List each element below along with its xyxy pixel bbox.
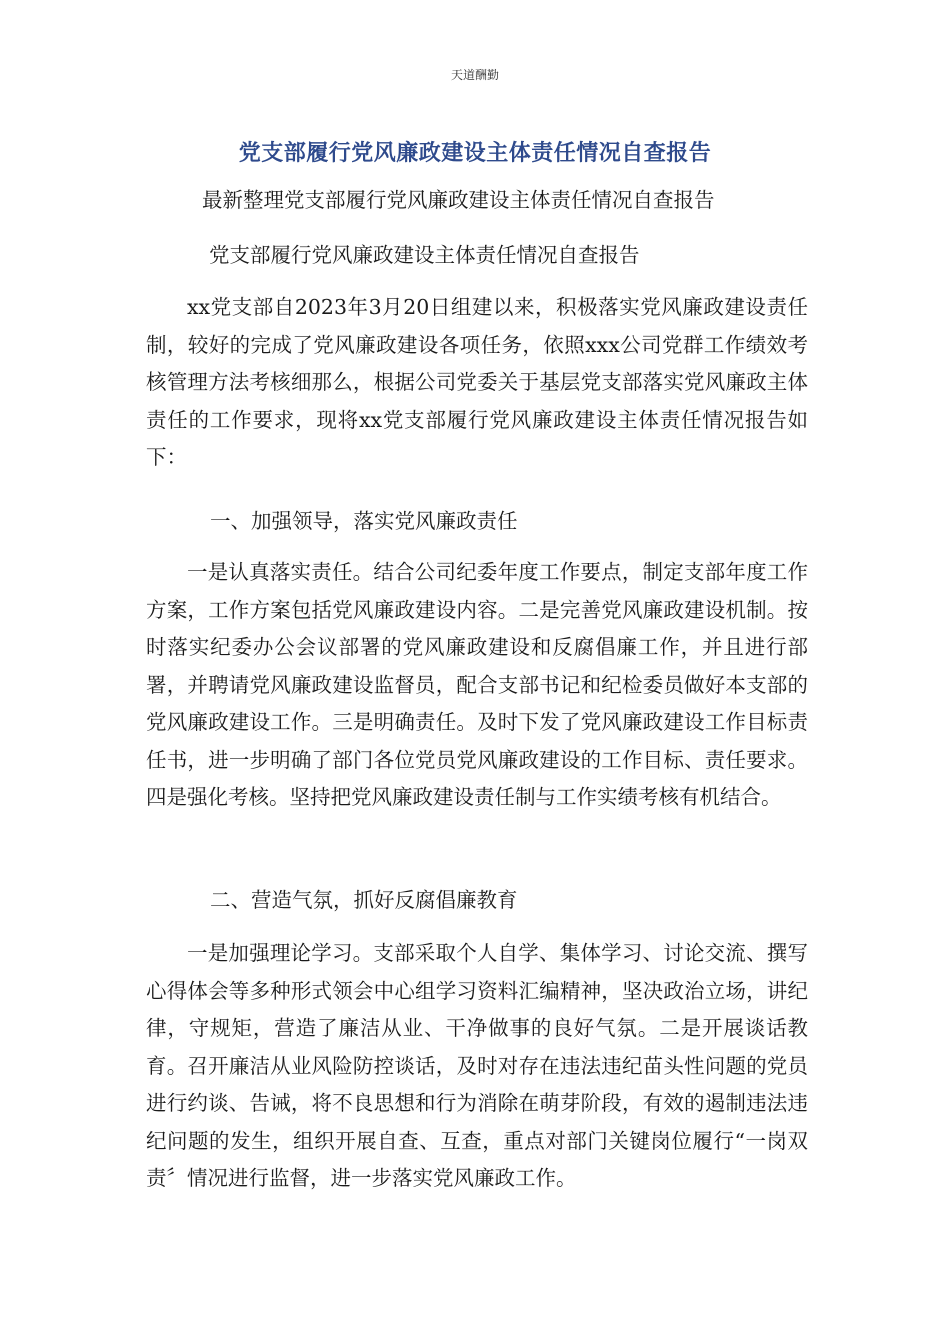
section-2-paragraph: 一是加强理论学习。支部采取个人自学、集体学习、讨论交流、撰写心得体会等多种形式领会中心组学习资料汇编精神，坚决政治立场，讲纪律，守规矩，营造了廉洁从业、干净做事的良好气氛。二是开展谈话教育。召开廉洁从业风险防控谈话，及时对存在违法违纪苗头性问题的党员进行约谈、告诫，将不良思想和行为消除在萌芽阶段，有效的遏制违法违纪问题的发生，组织开展自查、互查，重点对部门关键岗位履行“一岗双责〞情况进行监督，进一步落实党风廉政工作。 (146, 941, 808, 1190)
document-title: 党支部履行党风廉政建设主体责任情况自查报告 (238, 141, 712, 166)
subtitle-latest: 最新整理党支部履行党风廉政建设主体责任情况自查报告 (202, 188, 715, 212)
intro-paragraph: xx党支部自2023年3月20日组建以来，积极落实党风廉政建设责任制，较好的完成了党风廉政建设各项任务，依照xxx公司党群工作绩效考核管理方法考核细那么，根据公司党委关于基层党支部落实党风廉政主体责任的工作要求，现将xx党支部履行党风廉政建设主体责任情况报告如下： (146, 295, 808, 469)
section-heading-1: 一、加强领导，落实党风廉政责任 (210, 509, 518, 533)
header-note: 天道酬勤 (450, 68, 499, 82)
section-1-paragraph: 一是认真落实责任。结合公司纪委年度工作要点，制定支部年度工作方案，工作方案包括党风廉政建设内容。二是完善党风廉政建设机制。按时落实纪委办公会议部署的党风廉政建设和反腐倡廉工作，并且进行部署，并聘请党风廉政建设监督员，配合支部书记和纪检委员做好本支部的党风廉政建设工作。三是明确责任。及时下发了党风廉政建设工作目标责任书，进一步明确了部门各位党员党风廉政建设的工作目标、责任要求。四是强化考核。坚持把党风廉政建设责任制与工作实绩考核有机结合。 (146, 560, 808, 809)
subtitle-report: 党支部履行党风廉政建设主体责任情况自查报告 (209, 243, 640, 267)
section-heading-2: 二、营造气氛，抓好反腐倡廉教育 (210, 888, 518, 912)
